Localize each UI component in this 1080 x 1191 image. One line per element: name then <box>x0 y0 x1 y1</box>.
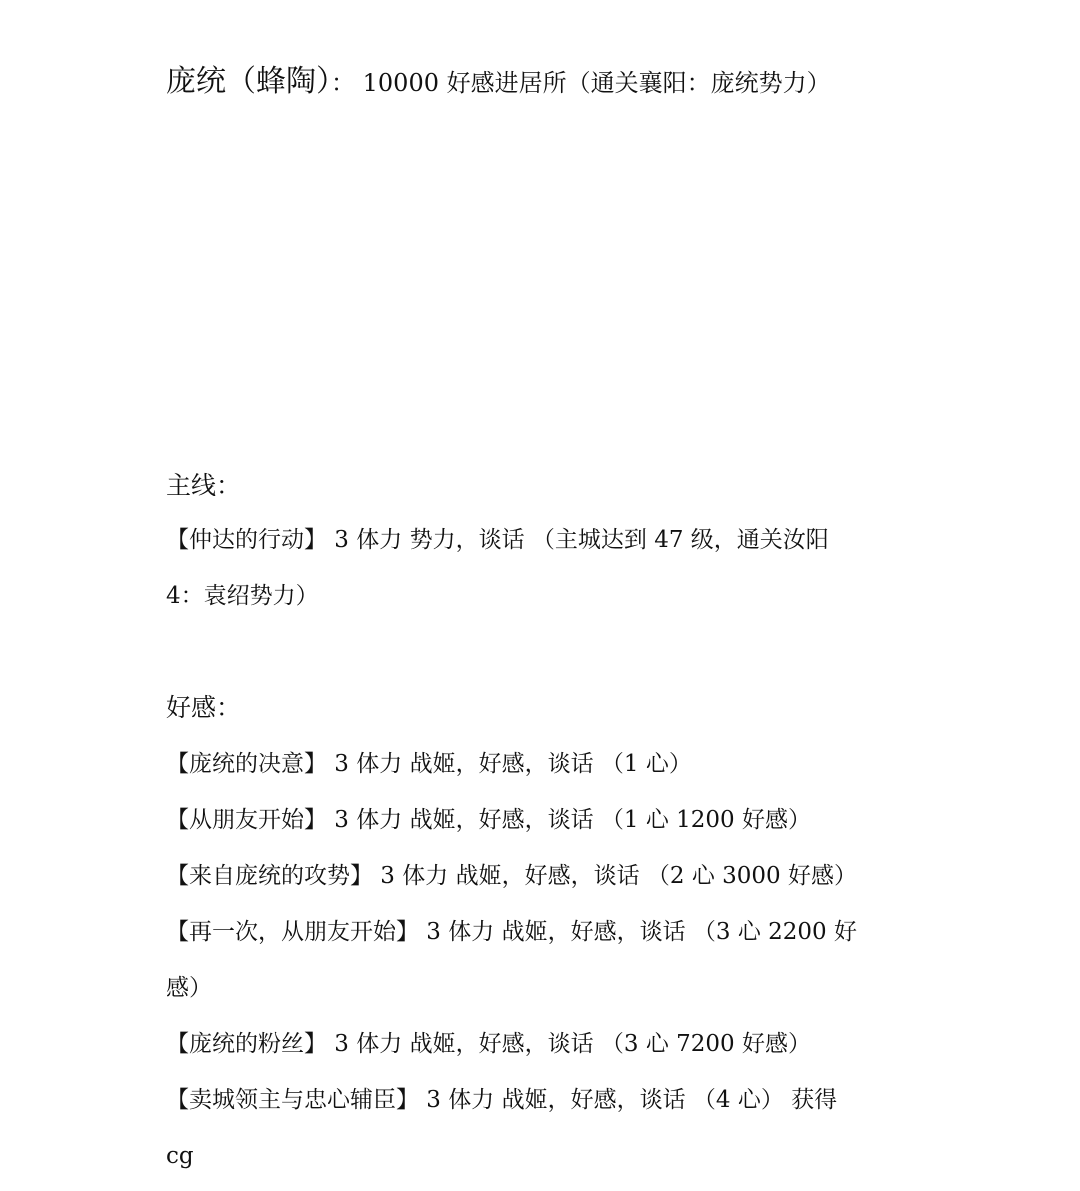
affection-quest-line: 【庞统的粉丝】 3 体力 战姬，好感，谈话 （3 心 7200 好感） <box>166 1031 811 1057</box>
character-name: 庞统（蜂陶） <box>166 64 331 99</box>
main-quest-line: 【仲达的行动】 3 体力 势力，谈话 （主城达到 47 级，通关汝阳 <box>166 527 829 553</box>
title-colon: ： <box>331 69 355 97</box>
affection-heading: 好感： <box>166 693 242 722</box>
affection-quest-line: cg <box>166 1143 194 1169</box>
affection-quest-line: 【来自庞统的攻势】 3 体力 战姬，好感，谈话 （2 心 3000 好感） <box>166 863 857 889</box>
affection-quest-line: 感） <box>166 975 212 1001</box>
main-quest-heading: 主线： <box>166 471 242 500</box>
main-quest-line: 4：袁绍势力） <box>166 583 319 609</box>
affection-quest-line: 【从朋友开始】 3 体力 战姬，好感，谈话 （1 心 1200 好感） <box>166 807 811 833</box>
document-title <box>166 60 831 105</box>
affection-quest-line: 【再一次，从朋友开始】 3 体力 战姬，好感，谈话 （3 心 2200 好 <box>166 919 857 945</box>
residence-requirement: 10000 好感进居所（通关襄阳：庞统势力） <box>362 69 831 97</box>
affection-quest-line: 【庞统的决意】 3 体力 战姬，好感，谈话 （1 心） <box>166 751 692 777</box>
affection-quest-line: 【卖城领主与忠心辅臣】 3 体力 战姬，好感，谈话 （4 心） 获得 <box>166 1087 838 1113</box>
